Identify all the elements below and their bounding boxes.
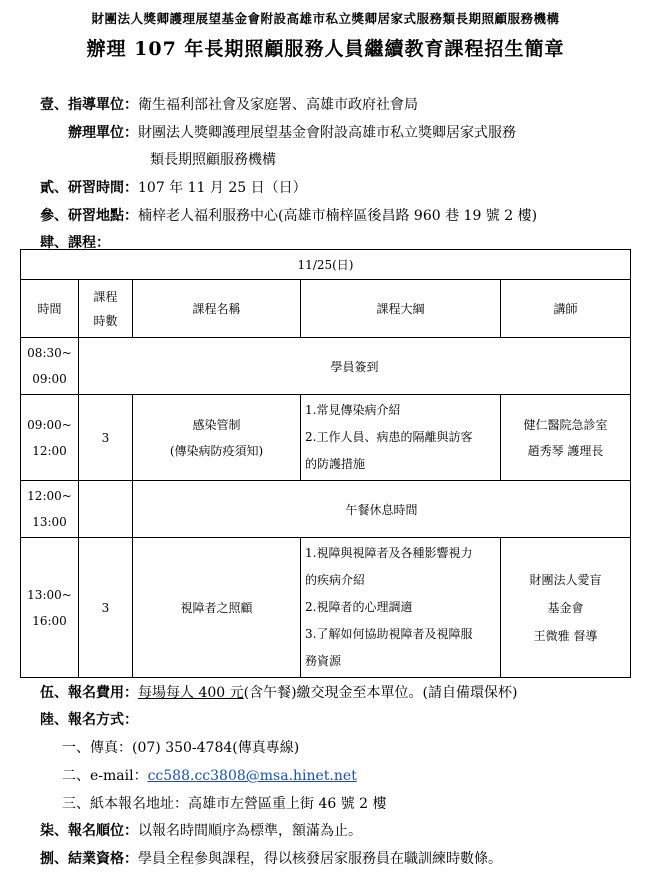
row1-time (21, 338, 79, 395)
training-time-value: 107 年 11 月 25 日（日） (138, 180, 307, 196)
row2-time (21, 395, 79, 481)
registration-order-value: 以報名時間順序為標準，額滿為止。 (138, 823, 362, 839)
table-row (21, 338, 631, 395)
row2-outline-3: 的防護措施 (305, 457, 366, 471)
row1-time-end: 09:00 (32, 372, 67, 386)
row2-lecturer-1: 健仁醫院急診室 (523, 417, 608, 432)
row2-course-name-2: (傳染病防疫須知) (169, 443, 264, 458)
guiding-units (40, 94, 418, 114)
row2-hours: 3 (79, 395, 133, 481)
registration-fee-rest: (含午餐)繳交現金至本單位。(請自備環保杯) (243, 685, 518, 701)
signup-email-link[interactable]: cc588.cc3808@msa.hinet.net (147, 768, 357, 784)
completion-requirement (40, 848, 502, 868)
row4-outline-2: 的疾病介紹 (305, 573, 366, 587)
registration-order (40, 820, 362, 840)
signup-email-prefix: 二、e-mail： (62, 768, 148, 784)
table-row (21, 395, 631, 481)
header-hours-line-1: 課程 (93, 289, 118, 304)
row4-outline-1: 1.視障與視障者及各種影響視力 (305, 546, 473, 560)
page-title: 辦理 107 年長期照顧服務人員繼續教育課程招生簡章 (86, 38, 565, 60)
row3-content: 午餐休息時間 (133, 481, 631, 538)
organizer-value-2: 類長期照顧服務機構 (150, 152, 276, 168)
row4-course-name: 視障者之照顧 (133, 538, 301, 678)
registration-fee (40, 682, 517, 702)
course-label: 肆、課程： (40, 235, 110, 251)
registration-fee-label: 伍、報名費用： (40, 685, 138, 701)
header-hours (79, 280, 133, 338)
row3-time-start: 12:00~ (27, 489, 72, 503)
row2-time-end: 12:00 (32, 443, 67, 458)
signup-address: 三、紙本報名地址：高雄市左營區重上街 46 號 2 樓 (62, 796, 387, 812)
header-hours-line-2: 時數 (93, 313, 118, 328)
row2-outline (301, 395, 501, 481)
row4-time-end: 16:00 (32, 613, 67, 628)
row2-lecturer (501, 395, 631, 481)
header-course-name: 課程名稱 (133, 280, 301, 338)
training-time (40, 177, 307, 197)
row4-lecturer-2: 基金會 (547, 600, 584, 615)
row2-lecturer-2: 趙秀琴 護理長 (527, 443, 604, 458)
table-row (21, 538, 631, 678)
row4-outline (301, 538, 501, 678)
registration-order-label: 柒、報名順位： (40, 823, 138, 839)
registration-fee-amount: 每場每人 400 元 (138, 685, 244, 701)
row4-lecturer-3: 王微雅 督導 (533, 628, 598, 643)
row4-outline-3: 2.視障者的心理調適 (305, 600, 413, 614)
training-location-label: 參、研習地點： (40, 208, 138, 224)
row4-outline-4: 3.了解如何協助視障者及視障服 (305, 627, 473, 641)
header-time: 時間 (21, 280, 79, 338)
row3-hours (79, 481, 133, 538)
row1-content: 學員簽到 (79, 338, 631, 395)
completion-requirement-label: 捌、結業資格： (40, 851, 138, 867)
organizer-label: 辦理單位： (68, 125, 138, 141)
row2-outline-2: 2.工作人員、病患的隔離與訪客 (305, 430, 473, 444)
row4-time-start: 13:00~ (27, 587, 72, 602)
header-course-outline: 課程大綱 (301, 280, 501, 338)
training-time-label: 貳、研習時間： (40, 180, 138, 196)
organizer-value-1: 財團法人獎卿護理展望基金會附設高雄市私立獎卿居家式服務 (138, 125, 516, 141)
course-table (20, 249, 631, 678)
table-date: 11/25(日) (21, 250, 631, 280)
guiding-units-label: 壹、指導單位： (40, 97, 138, 113)
row4-time (21, 538, 79, 678)
signup-email-line (62, 765, 357, 785)
organizer (68, 122, 516, 142)
row2-course-name-1: 感染管制 (192, 417, 241, 432)
row3-time-end: 13:00 (32, 515, 67, 529)
training-location-value: 楠梓老人福利服務中心(高雄市楠梓區後昌路 960 巷 19 號 2 樓) (138, 208, 538, 224)
registration-method-label: 陸、報名方式： (40, 712, 138, 728)
completion-requirement-value: 學員全程參與課程，得以核發居家服務員在職訓練時數條。 (138, 851, 502, 867)
table-row (21, 481, 631, 538)
row4-lecturer (501, 538, 631, 678)
header-lecturer: 講師 (501, 280, 631, 338)
signup-fax: 一、傳真：(07) 350-4784(傳真專線) (62, 740, 300, 756)
row3-time (21, 481, 79, 538)
guiding-units-value: 衛生福利部社會及家庭署、高雄市政府社會局 (138, 97, 418, 113)
organization-name: 財團法人獎卿護理展望基金會附設高雄市私立獎卿居家式服務類長期照顧服務機構 (91, 11, 560, 26)
row4-hours: 3 (79, 538, 133, 678)
row4-outline-5: 務資源 (305, 654, 342, 668)
row2-time-start: 09:00~ (27, 417, 72, 432)
training-location (40, 205, 537, 225)
row4-lecturer-1: 財團法人愛盲 (529, 572, 602, 587)
row2-outline-1: 1.常見傳染病介紹 (305, 403, 401, 417)
row2-course-name (133, 395, 301, 481)
row1-time-start: 08:30~ (27, 346, 72, 360)
